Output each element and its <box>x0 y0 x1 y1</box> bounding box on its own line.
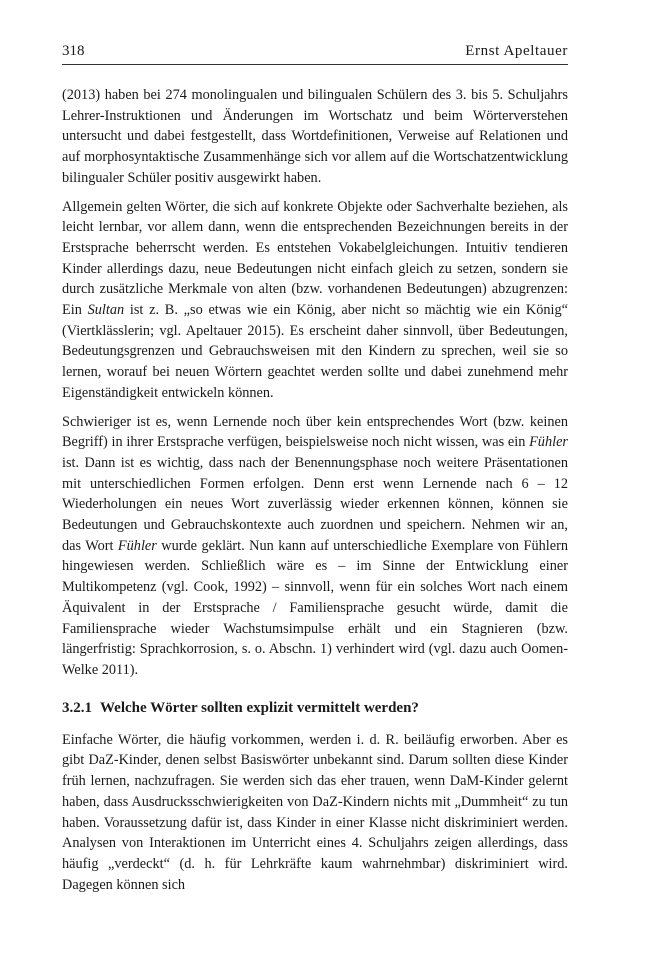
paragraph-text: Allgemein gelten Wörter, die sich auf konkrete Objekte oder Sachverhalte beziehen, als leicht lernbar, vor allem dann, wenn die entsprechenden Bezeichnungen bereits in der Erstsprache beherrscht werden. Es entstehen Vokabelgleichungen. Intuitiv tendieren Kinder allerdings dazu, neue Bedeutungen nicht einfach gleich zu setzen, sondern sie durch zusätzliche Merkmale von alten (bzw. vorhandenen Bedeutungen) abzugrenzen: Ein <box>62 198 568 319</box>
running-head-author: Ernst Apeltauer <box>465 43 568 59</box>
paragraph-text: Einfache Wörter, die häufig vorkommen, werden i. d. R. beiläufig erworben. Aber es gibt DaZ-Kinder, denen selbst Basiswörter unbekannt sind. Darum sollten diese Kinder früh lernen, nachzufragen. Sie werden sich das eher trauen, wenn DaM-Kinder gelernt haben, dass Ausdrucksschwierigkeiten von DaZ-Kindern nichts mit „Dummheit“ zu tun haben. Voraussetzung dafür ist, dass Kinder in einer Klasse nicht diskriminiert werden. Analysen von Interaktionen im Unterricht eines 4. Schuljahrs zeigen allerdings, dass häufig „verdeckt“ (d. h. für Lehrkräfte kaum wahrnehmbar) diskriminiert wird. Dagegen können sich <box>62 731 568 893</box>
paragraph-text: ist z. B. „so etwas wie ein König, aber nicht so mächtig wie ein König“ (Viertklässlerin; vgl. Apeltauer 2015). Es erscheint daher sinnvoll, über Bedeutungen, Bedeutungsgrenzen und Gebrauchsweisen mit den Kindern zu sprechen, weil sie so lernen, worauf bei neuen Wörtern geachtet werden sollte und dabei zunehmend mehr Eigenständigkeit entwickeln können. <box>62 302 568 401</box>
body-paragraph <box>62 197 568 404</box>
body-paragraph <box>62 85 568 189</box>
page-number: 318 <box>62 43 85 59</box>
paragraphs-after-section <box>62 730 568 896</box>
section-title: Welche Wörter sollten explizit vermittelt werden? <box>100 699 419 716</box>
section-number: 3.2.1 <box>62 699 92 716</box>
section-heading <box>62 698 568 718</box>
body-paragraph <box>62 730 568 896</box>
paragraph-text: (2013) haben bei 274 monolingualen und bilingualen Schülern des 3. bis 5. Schuljahrs Lehrer-Instruktionen und Änderungen im Wortschatz und beim Wörterverstehen untersucht und dabei festgestellt, dass Wortdefinitionen, Verweise auf Relationen und auf morphosyntaktische Zusammenhänge sich vor allem auf die Wortschatzentwicklung bilingualer Schüler positiv ausgewirkt haben. <box>62 87 568 186</box>
paragraph-text: ist. Dann ist es wichtig, dass nach der Benennungsphase noch weitere Präsentationen mit unterschiedlichen Formen erfolgen. Denn erst wenn Lernende nach 6 – 12 Wiederholungen ein neues Wort zuverlässig wieder erkennen können, können sie Bedeutungen und Gebrauchskontexte auch zuordnen und speichern. Nehmen wir an, das Wort <box>62 454 568 554</box>
italic-term: Fühler <box>117 537 157 554</box>
book-page <box>62 42 568 903</box>
italic-term: Sultan <box>87 302 125 319</box>
paragraph-text: Schwieriger ist es, wenn Lernende noch über kein entsprechendes Wort (bzw. keinen Begriff) in ihrer Erstsprache verfügen, beispielsweise noch nicht wissen, was ein <box>62 413 568 451</box>
body-paragraph <box>62 412 568 681</box>
italic-term: Fühler <box>529 434 568 451</box>
paragraph-text: wurde geklärt. Nun kann auf unterschiedliche Exemplare von Fühlern hingewiesen werden. Schließlich wäre es – im Sinne der Entwicklung einer Multikompetenz (vgl. Cook, 1992) – sinnvoll, wenn für ein solches Wort nach einem Äquivalent in der Erstsprache / Familiensprache gesucht würde, damit die Familiensprache wieder Wachstumsimpulse erhält und ein Stagnieren (bzw. längerfristig: Sprachkorrosion, s. o. Abschn. 1) verhindert wird (vgl. dazu auch Oomen-Welke 2011). <box>62 537 568 678</box>
page-body <box>62 85 568 895</box>
running-head <box>62 42 568 65</box>
paragraphs-before-section <box>62 85 568 681</box>
